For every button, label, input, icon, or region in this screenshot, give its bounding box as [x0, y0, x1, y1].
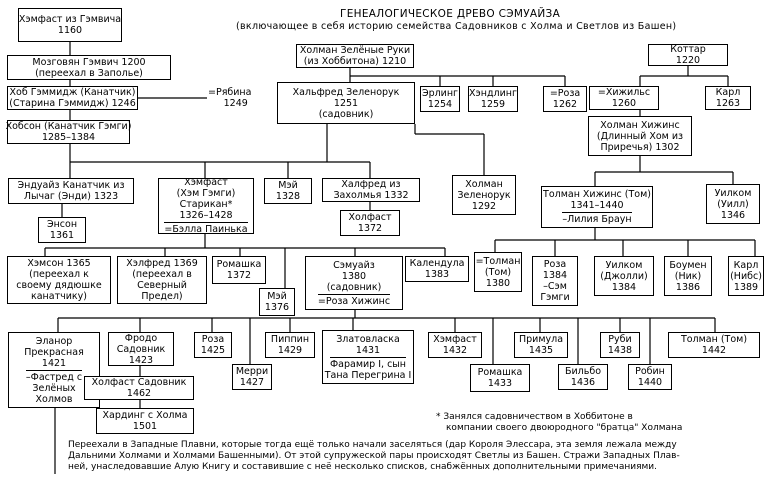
- person-kottar: Коттар 1220: [648, 44, 728, 66]
- person-willcom-jolly: Уилком (Джолли) 1384: [594, 256, 654, 296]
- person-tolman-1442: Толман (Том) 1442: [668, 332, 760, 358]
- person-merri: Мерри 1427: [232, 364, 272, 390]
- person-roza-1262: =Роза 1262: [543, 86, 587, 112]
- person-mei-1376: Мэй 1376: [259, 288, 295, 316]
- person-willcom-1346: Уилком (Уилл) 1346: [706, 184, 760, 224]
- person-hizhils: =Хижильс 1260: [589, 86, 659, 110]
- person-karl-1263: Карл 1263: [705, 86, 751, 110]
- person-holfast-gardener: Холфаст Садовник 1462: [84, 376, 194, 400]
- person-romashka-1372: Ромашка 1372: [212, 256, 266, 284]
- person-hamfast-gamwich: Хэмфаст из Гэмвича 1160: [18, 8, 122, 42]
- person-rubi: Руби 1438: [600, 332, 640, 358]
- spouse-fastred: –Фастред с: [25, 371, 83, 383]
- footer-note: Переехали в Западные Плавни, которые тогда ещё только начали заселяться (дар Короля Элессара, эта земля лежала между Дальними Холмами и Холмами Башенными). От этой супружеской пары происходят Светлы из Башен. Стражи Западных Плав- ней, унаследовавшие Алую Книгу и составившие с неё несколько списков, снабжённых дополнительными примечаниями.: [68, 440, 680, 472]
- person-bowman: Боумен (Ник) 1386: [664, 256, 712, 296]
- person-tolman-tom-1341: Толман Хижинс (Том) 1341–1440 –Лилия Браун: [541, 186, 653, 228]
- spouse-roza-hizhins: =Роза Хижинс: [317, 295, 391, 307]
- person-erling: Эрлинг 1254: [421, 88, 459, 110]
- spouse-faramir: Фарамир I, сын: [329, 358, 407, 370]
- person-holman-green-hands: Холман Зелёные Руки (из Хоббитона) 1210: [296, 44, 414, 68]
- diagram-title: ГЕНЕАЛОГИЧЕСКОЕ ДРЕВО СЭМУАЙЗА: [340, 8, 561, 20]
- person-primula: Примула 1435: [514, 332, 568, 358]
- person-samwise: Сэмуайз 1380 (садовник) =Роза Хижинс: [305, 256, 403, 310]
- person-enson: Энсон 1361: [38, 217, 86, 243]
- spouse-ryabina: =Рябина 1249: [208, 87, 252, 109]
- person-hemson: Хэмсон 1365 (переехал к своему дядюшке канатчику): [7, 256, 111, 304]
- person-mozgovan: Мозговян Гэмвич 1200 (переехал в Заполье): [7, 55, 171, 80]
- person-zlatovlaska: Златовласка 1431 Фарамир I, сын Тана Перегрина I: [322, 330, 414, 384]
- person-harding: Хардинг с Холма 1501: [96, 408, 194, 434]
- person-tolman-1380: =Толман (Том) 1380: [474, 252, 522, 292]
- person-hamfast-gaffer: Хэмфаст (Хэм Гэмги) Старикан* 1326–1428 =Бэлла Паинька: [158, 178, 254, 234]
- person-pippin: Пиппин 1429: [265, 332, 315, 358]
- person-halfred-zaholmye: Халфред из Захолмья 1332: [322, 178, 420, 202]
- person-kalendula: Календула 1383: [405, 256, 469, 282]
- person-roza-1384: Роза 1384 –Сэм Гэмги: [532, 256, 578, 306]
- person-anduise: Эндуайз Канатчик из Лычаг (Энди) 1323: [8, 178, 134, 204]
- person-hamfast-1432: Хэмфаст 1432: [428, 332, 482, 358]
- person-elanor: Эланор Прекрасная 1421 –Фастред с Зелёных Холмов: [8, 332, 100, 408]
- person-roza-1425: Роза 1425: [194, 332, 232, 358]
- person-robin: Робин 1440: [628, 364, 672, 390]
- person-holman-greenhand: Холман Зеленорук 1292: [452, 175, 516, 215]
- diagram-subtitle: (включающее в себя историю семейства Садовников с Холма и Светлов из Башен): [236, 21, 677, 32]
- person-hobson: Хобсон (Канатчик Гэмги) 1285–1384: [5, 121, 132, 143]
- person-hendling: Хэндлинг 1259: [469, 88, 517, 110]
- spouse-liliya: –Лилия Браун: [562, 214, 632, 225]
- person-hob-gammidge: Хоб Гэммидж (Канатчик) (Старина Гэммидж) 1246: [7, 86, 138, 110]
- person-holfast-1372: Холфаст 1372: [340, 210, 400, 236]
- person-halfred-greenhand: Хальфред Зеленорук 1251 (садовник): [277, 82, 415, 124]
- footnote-asterisk: * Занялся садовничеством в Хоббитоне в компании своего двоюродного "братца" Холмана: [436, 412, 683, 433]
- person-frodo-gardner: Фродо Садовник 1423: [108, 332, 174, 366]
- person-halfred-1369: Хэлфред 1369 (переехал в Северный Предел): [117, 256, 207, 304]
- person-romashka-1433: Ромашка 1433: [470, 364, 530, 392]
- person-bilbo: Бильбо 1436: [558, 364, 608, 390]
- person-holman-long: Холман Хижинс (Длинный Хом из Приречья) 1302: [588, 116, 692, 156]
- spouse-bella: =Бэлла Паинька: [164, 224, 248, 235]
- person-karl-nibs: Карл (Нибс) 1389: [728, 256, 764, 296]
- person-mei-1328: Мэй 1328: [264, 178, 312, 204]
